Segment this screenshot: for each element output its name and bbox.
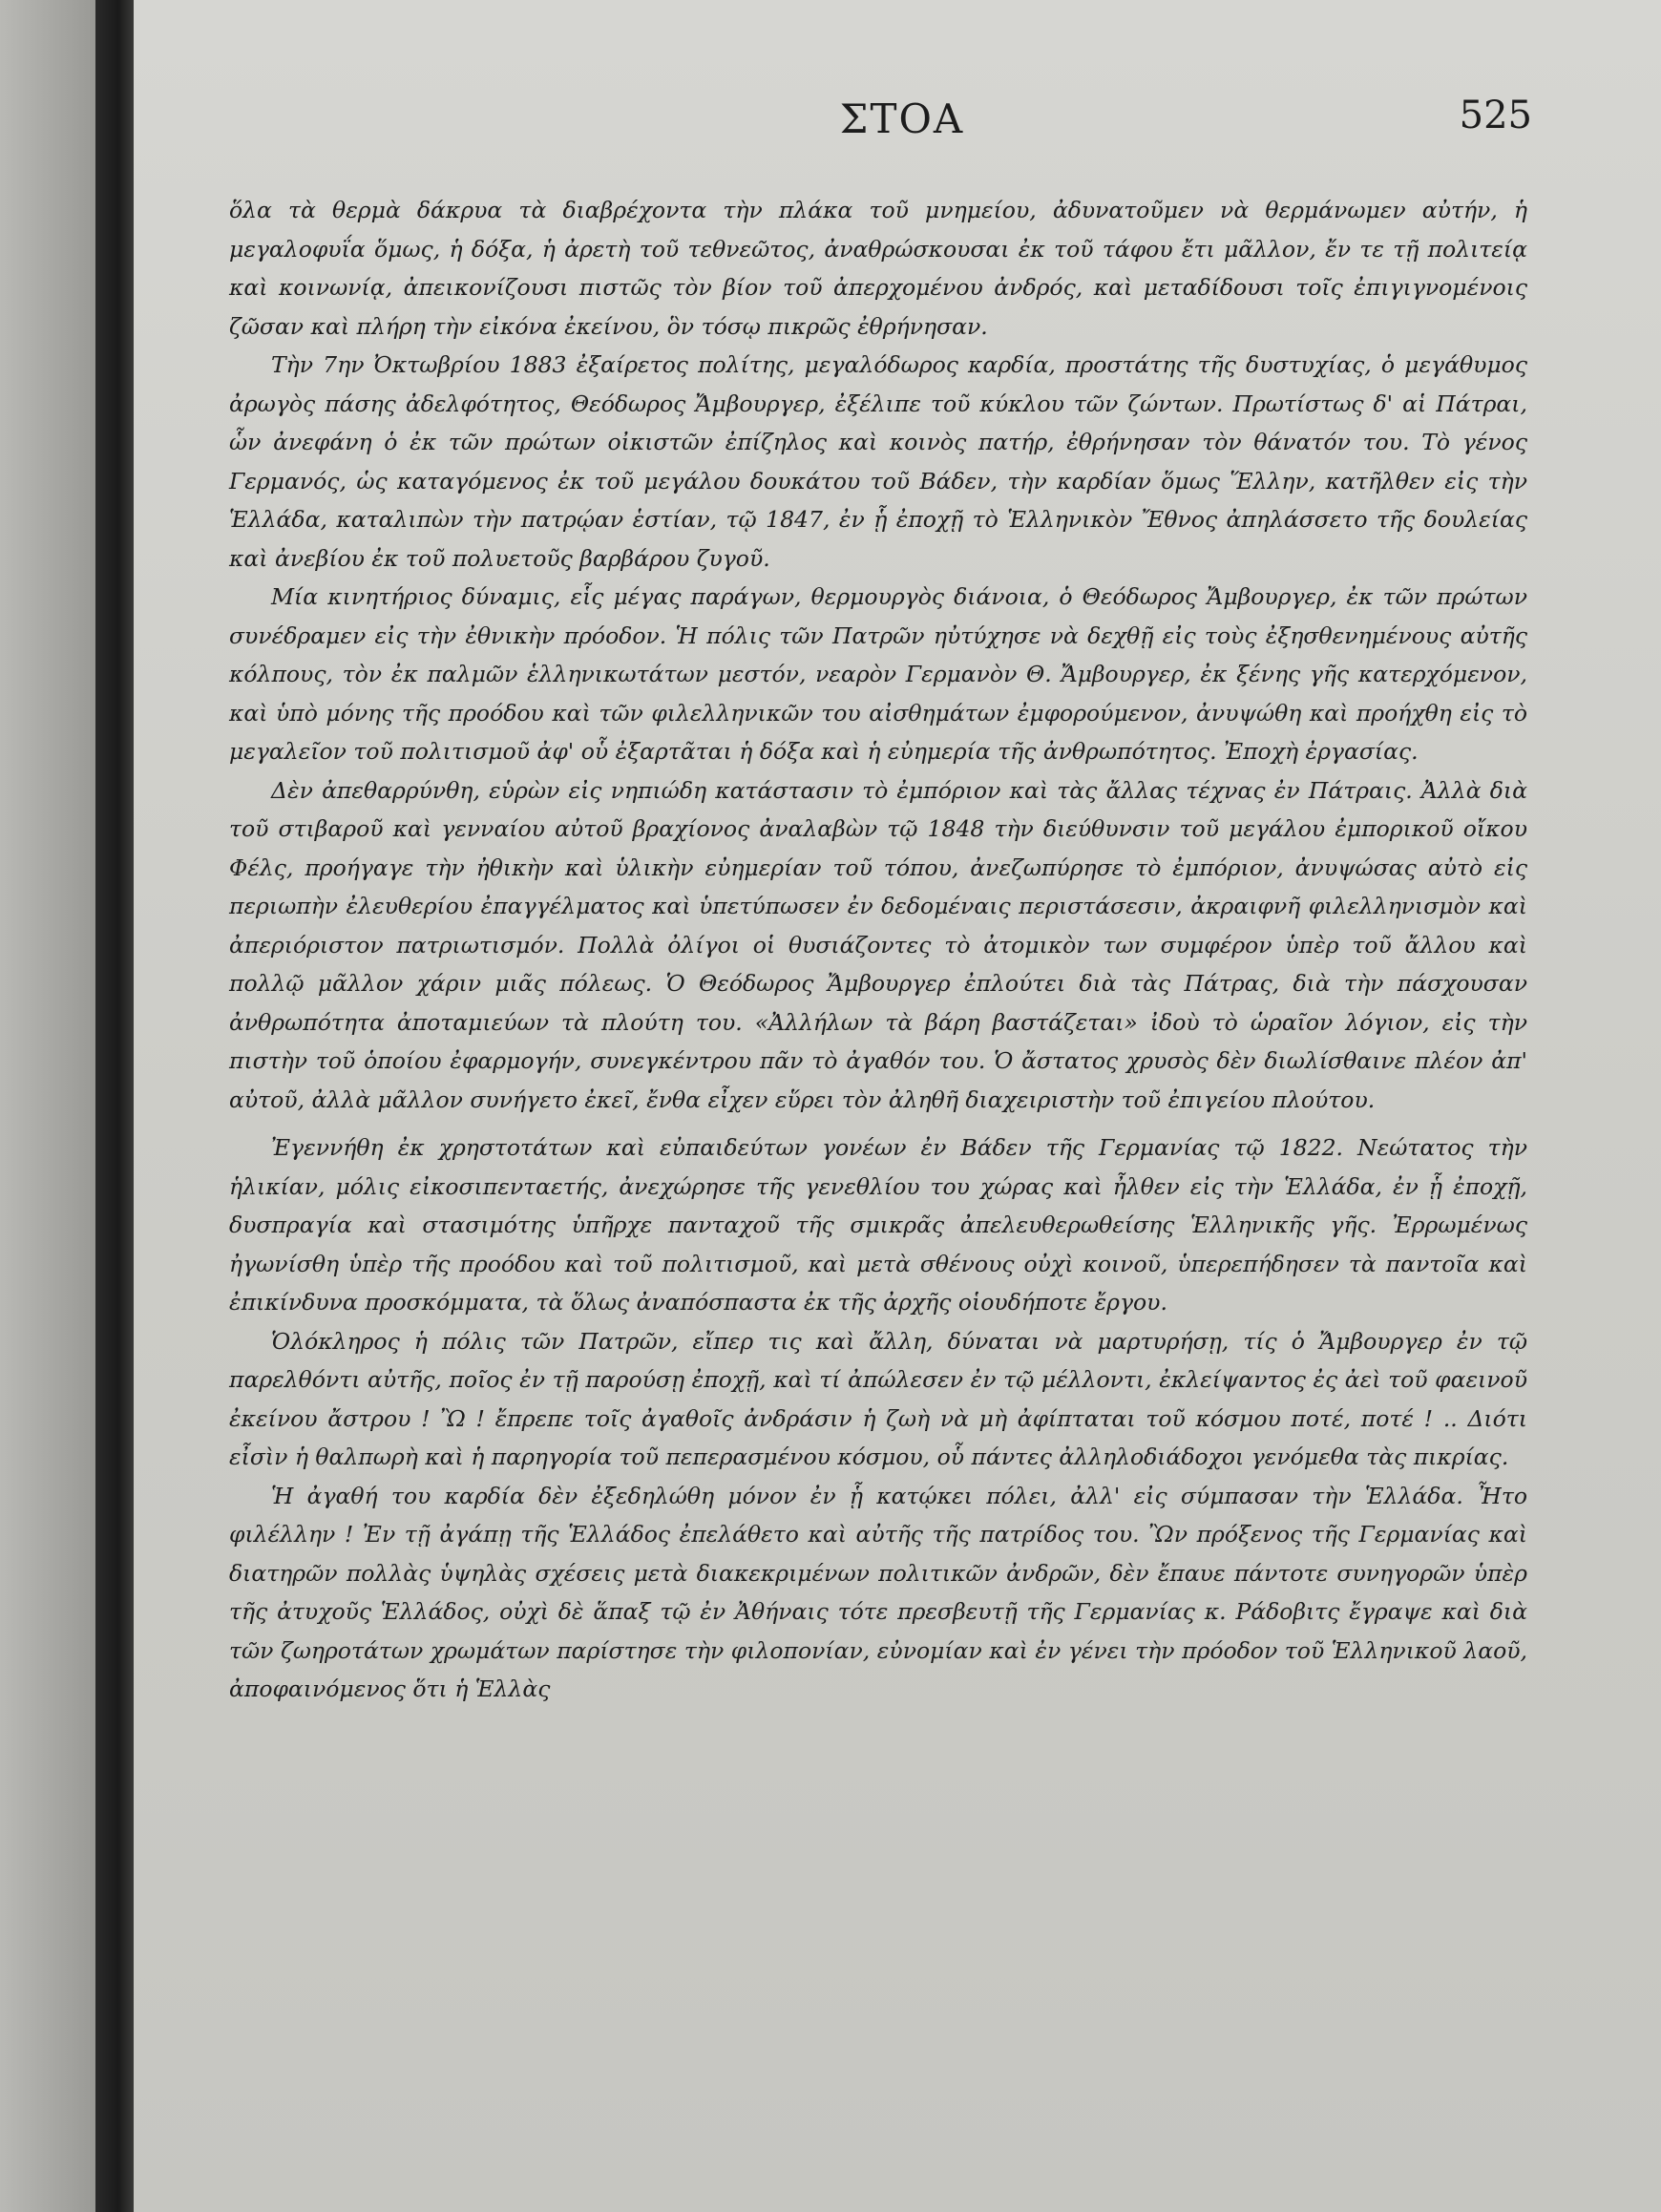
paragraph: Τὴν 7ην Ὀκτωβρίου 1883 ἐξαίρετος πολίτης, μεγαλόδωρος καρδία, προστάτης τῆς δυστυχίας, ὁ μεγάθυμος ἀρωγὸς πάσης ἀδελφότητος, Θεόδωρος Ἄμβουργερ, ἐξέλιπε τοῦ κύκλου τῶν ζώντων. Πρωτίστως δ' αἱ Πάτραι, ὧν ἀνεφάνη ὁ ἐκ τῶν πρώτων οἰκιστῶν ἐπίζηλος καὶ κοινὸς πατήρ, ἐθρήνησαν τὸν θάνατόν του. Τὸ γένος Γερμανός, ὡς καταγόμενος ἐκ τοῦ μεγάλου δουκάτου τοῦ Βάδεν, τὴν καρδίαν ὅμως Ἕλλην, κατῆλθεν εἰς τὴν Ἑλλάδα, καταλιπὼν τὴν πατρῴαν ἑστίαν, τῷ 1847, ἐν ᾗ ἐποχῇ τὸ Ἑλληνικὸν Ἔθνος ἀπηλάσσετο τῆς δουλείας καὶ ἀνεβίου ἐκ τοῦ πολυετοῦς βαρβάρου ζυγοῦ. bbox=[229, 351, 1527, 572]
body-text bbox=[229, 191, 1527, 1709]
book-spine-shadow bbox=[95, 0, 134, 2212]
running-title: ΣΤΟΑ bbox=[839, 95, 965, 142]
paragraph: Ἡ ἀγαθή του καρδία δὲν ἐξεδηλώθη μόνον ἐν ᾗ κατῴκει πόλει, ἀλλ' εἰς σύμπασαν τὴν Ἑλλάδα. Ἦτο φιλέλλην ! Ἐν τῇ ἀγάπῃ τῆς Ἑλλάδος ἐπελάθετο καὶ αὐτῆς τῆς πατρίδος του. Ὢν πρόξενος τῆς Γερμανίας καὶ διατηρῶν πολλὰς ὑψηλὰς σχέσεις μετὰ διακεκριμένων πολιτικῶν ἀνδρῶν, δὲν ἔπαυε πάντοτε συνηγορῶν ὑπὲρ τῆς ἀτυχοῦς Ἑλλάδος, οὐχὶ δὲ ἅπαξ τῷ ἐν Ἀθήναις τότε πρεσβευτῇ τῆς Γερμανίας κ. Ράδοβιτς ἔγραψε καὶ διὰ τῶν ζωηροτάτων χρωμάτων παρίστησε τὴν φιλοπονίαν, εὐνομίαν καὶ ἐν γένει τὴν πρόοδον τοῦ Ἑλληνικοῦ λαοῦ, ἀποφαινόμενος ὅτι ἡ Ἑλλὰς bbox=[229, 1482, 1527, 1702]
page-number: 525 bbox=[1459, 94, 1532, 137]
book-page bbox=[134, 0, 1661, 2212]
paragraph: Μία κινητήριος δύναμις, εἷς μέγας παράγων, θερμουργὸς διάνοια, ὁ Θεόδωρος Ἄμβουργερ, ἐκ τῶν πρώτων συνέδραμεν εἰς τὴν ἐθνικὴν πρόοδον. Ἡ πόλις τῶν Πατρῶν ηὐτύχησε νὰ δεχθῇ εἰς τοὺς ἐξησθενημένους αὐτῆς κόλπους, τὸν ἐκ παλμῶν ἑλληνικωτάτων μεστόν, νεαρὸν Γερμανὸν Θ. Ἄμβουργερ, ἐκ ξένης γῆς κατερχόμενον, καὶ ὑπὸ μόνης τῆς προόδου καὶ τῶν φιλελληνικῶν του αἰσθημάτων ἐμφορούμενον, ἀνυψώθη καὶ προήχθη εἰς τὸ μεγαλεῖον τοῦ πολιτισμοῦ ἀφ' οὗ ἐξαρτᾶται ἡ δόξα καὶ ἡ εὐημερία τῆς ἀνθρωπότητος. Ἐποχὴ ἐργασίας. bbox=[229, 583, 1527, 765]
paragraph: Ἐγεννήθη ἐκ χρηστοτάτων καὶ εὐπαιδεύτων γονέων ἐν Βάδεν τῆς Γερμανίας τῷ 1822. Νεώτατος τὴν ἡλικίαν, μόλις εἰκοσιπενταετής, ἀνεχώρησε τῆς γενεθλίου του χώρας καὶ ἦλθεν εἰς τὴν Ἑλλάδα, ἐν ᾗ ἐποχῇ, δυσπραγία καὶ στασιμότης ὑπῆρχε πανταχοῦ τῆς σμικρᾶς ἀπελευθερωθείσης Ἑλληνικῆς γῆς. Ἐρρωμένως ἠγωνίσθη ὑπὲρ τῆς προόδου καὶ τοῦ πολιτισμοῦ, καὶ μετὰ σθένους οὐχὶ κοινοῦ, ὑπερεπήδησεν τὰ παντοῖα καὶ ἐπικίνδυνα προσκόμματα, τὰ ὅλως ἀναπόσπαστα ἐκ τῆς ἀρχῆς οἱουδήποτε ἔργου. bbox=[229, 1134, 1527, 1316]
paragraph: Ὁλόκληρος ἡ πόλις τῶν Πατρῶν, εἴπερ τις καὶ ἄλλη, δύναται νὰ μαρτυρήσῃ, τίς ὁ Ἄμβουργερ ἐν τῷ παρελθόντι αὐτῆς, ποῖος ἐν τῇ παρούσῃ ἐποχῇ, καὶ τί ἀπώλεσεν ἐν τῷ μέλλοντι, ἐκλείψαντος ἐς ἀεὶ τοῦ φαεινοῦ ἐκείνου ἄστρου ! Ὢ ! ἔπρεπε τοῖς ἀγαθοῖς ἀνδράσιν ἡ ζωὴ νὰ μὴ ἀφίπταται τοῦ κόσμου ποτέ, ποτέ ! .. Διότι εἶσὶν ἡ θαλπωρὴ καὶ ἡ παρηγορία τοῦ πεπερασμένου κόσμου, οὗ πάντες ἀλληλοδιάδοχοι γενόμεθα τὰς πικρίας. bbox=[229, 1327, 1527, 1470]
paragraph: ὅλα τὰ θερμὰ δάκρυα τὰ διαβρέχοντα τὴν πλάκα τοῦ μνημείου, ἀδυνατοῦμεν νὰ θερμάνωμεν αὐτήν, ἡ μεγαλοφυΐα ὅμως, ἡ δόξα, ἡ ἀρετὴ τοῦ τεθνεῶτος, ἀναθρώσκουσαι ἐκ τοῦ τάφου ἔτι μᾶλλον, ἔν τε τῇ πολιτείᾳ καὶ κοινωνίᾳ, ἀπεικονίζουσι πιστῶς τὸν βίον τοῦ ἀπερχομένου ἀνδρός, καὶ μεταδίδουσι τοῖς ἐπιγιγνομένοις ζῶσαν καὶ πλήρη τὴν εἰκόνα ἐκείνου, ὃν τόσῳ πικρῶς ἐθρήνησαν. bbox=[229, 197, 1527, 340]
page-header bbox=[134, 95, 1661, 162]
paragraph: Δὲν ἀπεθαρρύνθη, εὑρὼν εἰς νηπιώδη κατάστασιν τὸ ἐμπόριον καὶ τὰς ἄλλας τέχνας ἐν Πάτραις. Ἀλλὰ διὰ τοῦ στιβαροῦ καὶ γενναίου αὐτοῦ βραχίονος ἀναλαβὼν τῷ 1848 τὴν διεύθυνσιν τοῦ μεγάλου ἐμπορικοῦ οἴκου Φέλς, προήγαγε τὴν ἠθικὴν καὶ ὑλικὴν εὐημερίαν τοῦ τόπου, ἀνεζωπύρησε τὸ ἐμπόριον, ἀνυψώσας αὐτὸ εἰς περιωπὴν ἐλευθερίου ἐπαγγέλματος καὶ ὑπετύπωσεν ἐν δεδομέναις περιστάσεσιν, ἀκραιφνῆ φιλελληνισμὸν καὶ ἀπεριόριστον πατριωτισμόν. Πολλὰ ὀλίγοι οἱ θυσιάζοντες τὸ ἀτομικὸν των συμφέρον ὑπὲρ τοῦ ἄλλου καὶ πολλῷ μᾶλλον χάριν μιᾶς πόλεως. Ὁ Θεόδωρος Ἄμβουργερ ἐπλούτει διὰ τὰς Πάτρας, διὰ τὴν πάσχουσαν ἀνθρωπότητα ἀποταμιεύων τὰ πλούτη του. «Ἀλλήλων τὰ βάρη βαστάζεται» ἰδοὺ τὸ ὡραῖον λόγιον, εἰς τὴν πιστὴν τοῦ ὁποίου ἐφαρμογήν, συνεγκέντρου πᾶν τὸ ἀγαθόν του. Ὁ ἄστατος χρυσὸς δὲν διωλίσθαινε πλέον ἀπ' αὐτοῦ, ἀλλὰ μᾶλλον συνήγετο ἐκεῖ, ἔνθα εἶχεν εὕρει τὸν ἀληθῆ διαχειριστὴν τοῦ ἐπιγείου πλούτου. bbox=[229, 776, 1527, 1113]
